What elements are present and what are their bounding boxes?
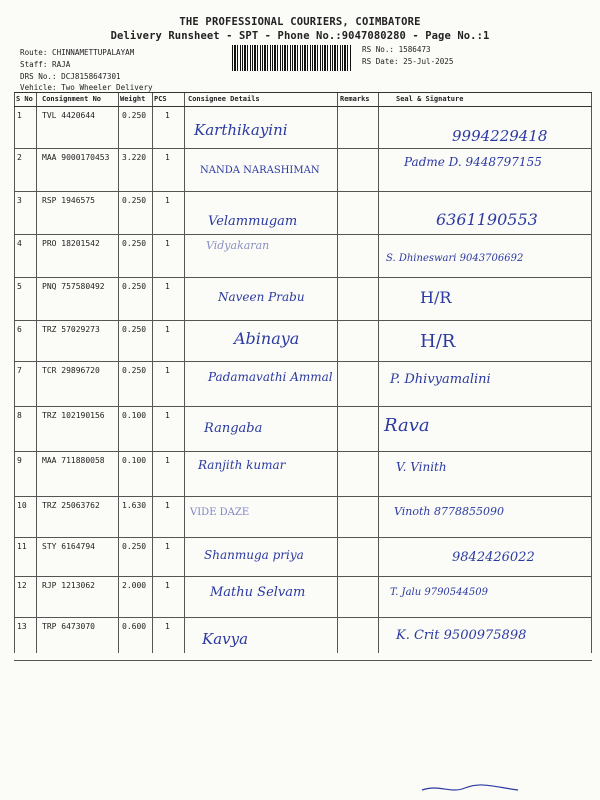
seal-handwriting: K. Crit 9500975898: [396, 628, 527, 643]
route-value: CHINNAMETTUPALAYAM: [52, 48, 135, 57]
row-weight: 0.250: [122, 111, 147, 120]
consignee-handwriting: Karthikayini: [194, 121, 288, 139]
rs-no-label: RS No.:: [362, 45, 395, 54]
col-consignment: Consignment No: [42, 95, 102, 103]
row-consignment: MAA 9000170453: [42, 153, 110, 162]
seal-handwriting: T. Jalu 9790544509: [390, 587, 488, 598]
row-weight: 0.100: [122, 411, 147, 420]
consignee-handwriting: Padamavathi Ammal: [208, 370, 333, 384]
row-weight: 0.600: [122, 622, 147, 631]
seal-handwriting: H/R: [420, 331, 456, 352]
row-sno: 13: [17, 622, 27, 631]
route-line: [20, 48, 134, 57]
row-consignment: TCR 29896720: [42, 366, 100, 375]
vehicle-value: Two Wheeler Delivery: [61, 83, 153, 92]
row-weight: 0.250: [122, 542, 147, 551]
row-pcs: 1: [165, 111, 170, 120]
row-sno: 6: [17, 325, 22, 334]
row-consignment: STY 6164794: [42, 542, 95, 551]
row-consignment: TRP 6473070: [42, 622, 95, 631]
col-remarks: Remarks: [340, 95, 370, 103]
rs-date-line: [362, 57, 453, 66]
row-consignment: RSP 1946575: [42, 196, 95, 205]
vehicle-line: [20, 83, 153, 92]
consignee-handwriting: Velammugam: [208, 214, 298, 229]
row-consignment: RJP 1213062: [42, 581, 95, 590]
col-weight: Weight: [120, 95, 146, 103]
row-sno: 7: [17, 366, 22, 375]
row-sno: 1: [17, 111, 22, 120]
row-sno: 11: [17, 542, 27, 551]
seal-handwriting: Vinoth 8778855090: [394, 505, 504, 518]
seal-handwriting: V. Vinith: [396, 460, 447, 474]
table-row: [14, 278, 592, 321]
table-row: [14, 497, 592, 538]
table-row: [14, 149, 592, 192]
consignee-handwriting: Rangaba: [204, 421, 263, 436]
row-sno: 2: [17, 153, 22, 162]
row-weight: 0.250: [122, 239, 147, 248]
row-weight: 2.000: [122, 581, 147, 590]
row-weight: 3.220: [122, 153, 147, 162]
seal-handwriting: P. Dhivyamalini: [390, 372, 491, 387]
col-sno: S No: [16, 95, 33, 103]
seal-handwriting: 6361190553: [436, 210, 538, 229]
consignee-handwriting: NANDA NARASHIMAN: [200, 165, 320, 176]
seal-handwriting: 9842426022: [452, 550, 535, 565]
consignee-handwriting: Kavya: [202, 630, 249, 648]
row-pcs: 1: [165, 325, 170, 334]
col-consignee: Consignee Details: [188, 95, 260, 103]
row-pcs: 1: [165, 456, 170, 465]
row-consignment: TRZ 57029273: [42, 325, 100, 334]
seal-handwriting: H/R: [420, 288, 452, 307]
drs-label: DRS No.:: [20, 72, 57, 81]
staff-label: Staff:: [20, 60, 48, 69]
row-sno: 3: [17, 196, 22, 205]
table-row: [14, 577, 592, 618]
barcode: [232, 45, 352, 71]
rs-no-line: [362, 45, 431, 54]
col-seal: Seal & Signature: [396, 95, 464, 103]
row-weight: 0.250: [122, 366, 147, 375]
seal-handwriting: 9994229418: [452, 127, 548, 145]
row-pcs: 1: [165, 282, 170, 291]
table-row: [14, 107, 592, 149]
row-pcs: 1: [165, 501, 170, 510]
consignee-handwriting: Naveen Prabu: [218, 290, 305, 304]
delivery-table: [14, 92, 592, 661]
row-weight: 0.100: [122, 456, 147, 465]
vehicle-label: Vehicle:: [20, 83, 57, 92]
consignee-handwriting: VIDE DAZE: [190, 507, 250, 518]
rs-no-value: 1586473: [398, 45, 431, 54]
staff-line: [20, 60, 70, 69]
table-row: [14, 407, 592, 452]
row-pcs: 1: [165, 622, 170, 631]
row-sno: 12: [17, 581, 27, 590]
row-consignment: PRO 18201542: [42, 239, 100, 248]
row-consignment: TRZ 102190156: [42, 411, 105, 420]
consignee-handwriting: Vidyakaran: [206, 239, 270, 252]
row-consignment: PNQ 757580492: [42, 282, 105, 291]
row-consignment: MAA 711880058: [42, 456, 105, 465]
row-pcs: 1: [165, 196, 170, 205]
col-pcs: PCS: [154, 95, 167, 103]
table-header: [14, 92, 592, 107]
drs-line: [20, 72, 121, 81]
table-row: [14, 538, 592, 577]
table-row: [14, 321, 592, 362]
row-pcs: 1: [165, 153, 170, 162]
runsheet-title: Delivery Runsheet - SPT - Phone No.:9047080280 - Page No.:1: [110, 30, 490, 42]
row-weight: 1.630: [122, 501, 147, 510]
table-row: [14, 235, 592, 278]
seal-handwriting: S. Dhineswari 9043706692: [386, 253, 524, 264]
table-row: [14, 618, 592, 661]
drs-value: DCJ8158647301: [61, 72, 121, 81]
ink-scribble: [420, 782, 520, 794]
row-sno: 8: [17, 411, 22, 420]
row-sno: 5: [17, 282, 22, 291]
row-weight: 0.250: [122, 325, 147, 334]
table-row: [14, 362, 592, 407]
row-sno: 10: [17, 501, 27, 510]
staff-value: RAJA: [52, 60, 71, 69]
seal-handwriting: Padme D. 9448797155: [404, 155, 542, 169]
consignee-handwriting: Shanmuga priya: [204, 548, 304, 562]
seal-handwriting: Rava: [384, 415, 430, 436]
rs-date-label: RS Date:: [362, 57, 399, 66]
row-sno: 4: [17, 239, 22, 248]
row-consignment: TRZ 25063762: [42, 501, 100, 510]
row-weight: 0.250: [122, 196, 147, 205]
row-consignment: TVL 4420644: [42, 111, 95, 120]
rs-date-value: 25-Jul-2025: [403, 57, 454, 66]
row-weight: 0.250: [122, 282, 147, 291]
table-row: [14, 452, 592, 497]
consignee-handwriting: Abinaya: [234, 329, 300, 348]
consignee-handwriting: Ranjith kumar: [198, 458, 286, 472]
row-pcs: 1: [165, 581, 170, 590]
table-row: [14, 192, 592, 235]
row-pcs: 1: [165, 366, 170, 375]
row-pcs: 1: [165, 239, 170, 248]
consignee-handwriting: Mathu Selvam: [210, 585, 306, 600]
row-pcs: 1: [165, 411, 170, 420]
route-label: Route:: [20, 48, 48, 57]
row-sno: 9: [17, 456, 22, 465]
company-title: THE PROFESSIONAL COURIERS, COIMBATORE: [179, 16, 421, 28]
row-pcs: 1: [165, 542, 170, 551]
